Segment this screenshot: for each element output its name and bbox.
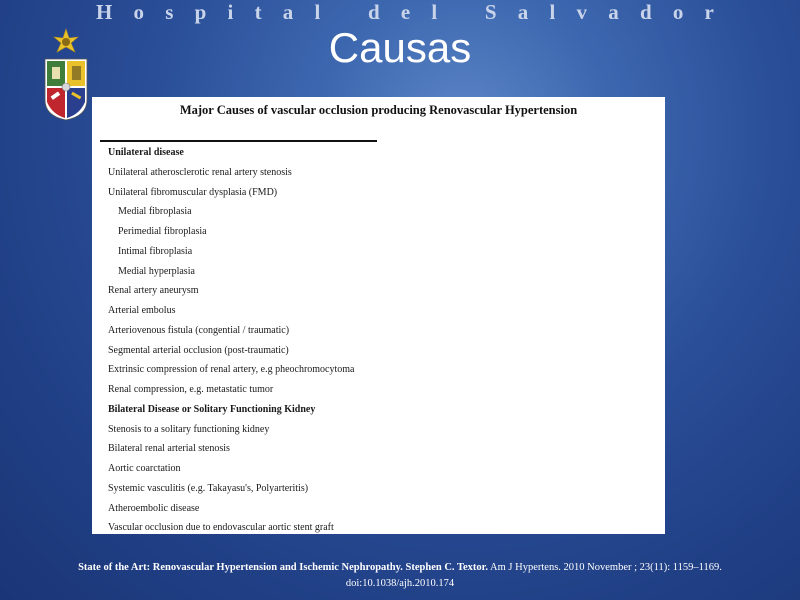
citation [20,560,780,592]
hospital-gap [458,0,465,24]
list-item: Intimal fibroplasia [118,245,193,257]
hospital-letter: a [282,0,296,24]
list-item: Unilateral atherosclerotic renal artery stenosis [108,166,292,178]
hospital-letter: v [576,0,590,24]
list-item: Systemic vasculitis (e.g. Takayasu's, Polyarteritis) [108,482,309,494]
list-item: Renal artery aneurysm [108,285,199,297]
table-title: Major Causes of vascular occlusion producing Renovascular Hypertension [179,103,578,117]
hospital-letter: S [484,0,499,24]
hospital-letter: d [639,0,654,24]
causes-list [108,143,355,538]
hospital-letter: d [367,0,382,24]
table-rule [100,140,377,142]
hospital-name [96,0,716,24]
hospital-letter: l [549,0,558,24]
hospital-letter: e [400,0,413,24]
list-item: Atheroembolic disease [108,502,200,514]
hospital-letter: a [517,0,531,24]
citation-bold: State of the Art: Renovascular Hypertension and Ischemic Nephropathy. Stephen C. Textor. [78,562,488,573]
hospital-letter: r [704,0,716,24]
hospital-letter: s [165,0,176,24]
citation-rest: Am J Hypertens. 2010 November ; 23(11): 1159–1169. [488,562,722,573]
hospital-letter: i [227,0,236,24]
list-item: Arterial embolus [108,305,176,316]
list-item: Bilateral renal arterial stenosis [108,443,230,455]
list-item: Extrinsic compression of renal artery, e.g pheochromocytoma [108,364,355,376]
content-panel [92,97,665,534]
list-item: Aortic coarctation [108,463,181,474]
hospital-letter: o [133,0,147,24]
list-item: Unilateral fibromuscular dysplasia (FMD) [108,186,278,198]
section-header: Unilateral disease [108,147,184,158]
hospital-letter: a [608,0,621,24]
citation-doi: doi:10.1038/ajh.2010.174 [345,578,455,589]
list-item: Perimedial fibroplasia [118,226,207,237]
list-item: Medial hyperplasia [118,265,195,277]
hospital-letter: l [431,0,440,24]
list-item: Stenosis to a solitary functioning kidney [108,423,270,435]
hospital-letter: l [314,0,323,24]
list-item: Arteriovenous fistula (congential / traumatic) [108,324,290,336]
hospital-letter: o [672,0,686,24]
list-item: Vascular occlusion due to endovascular aortic stent graft [108,522,334,534]
list-item: Renal compression, e.g. metastatic tumor [108,384,274,395]
hospital-letter: p [194,0,209,24]
university-crest-icon [40,26,92,122]
section-header: Bilateral Disease or Solitary Functioning Kidney [108,403,316,415]
hospital-letter: H [96,0,115,24]
list-item: Segmental arterial occlusion (post-traumatic) [108,344,289,356]
hospital-letter: t [254,0,264,24]
list-item: Medial fibroplasia [118,206,192,218]
slide-title: Causas [328,24,472,71]
hospital-gap [342,0,349,24]
